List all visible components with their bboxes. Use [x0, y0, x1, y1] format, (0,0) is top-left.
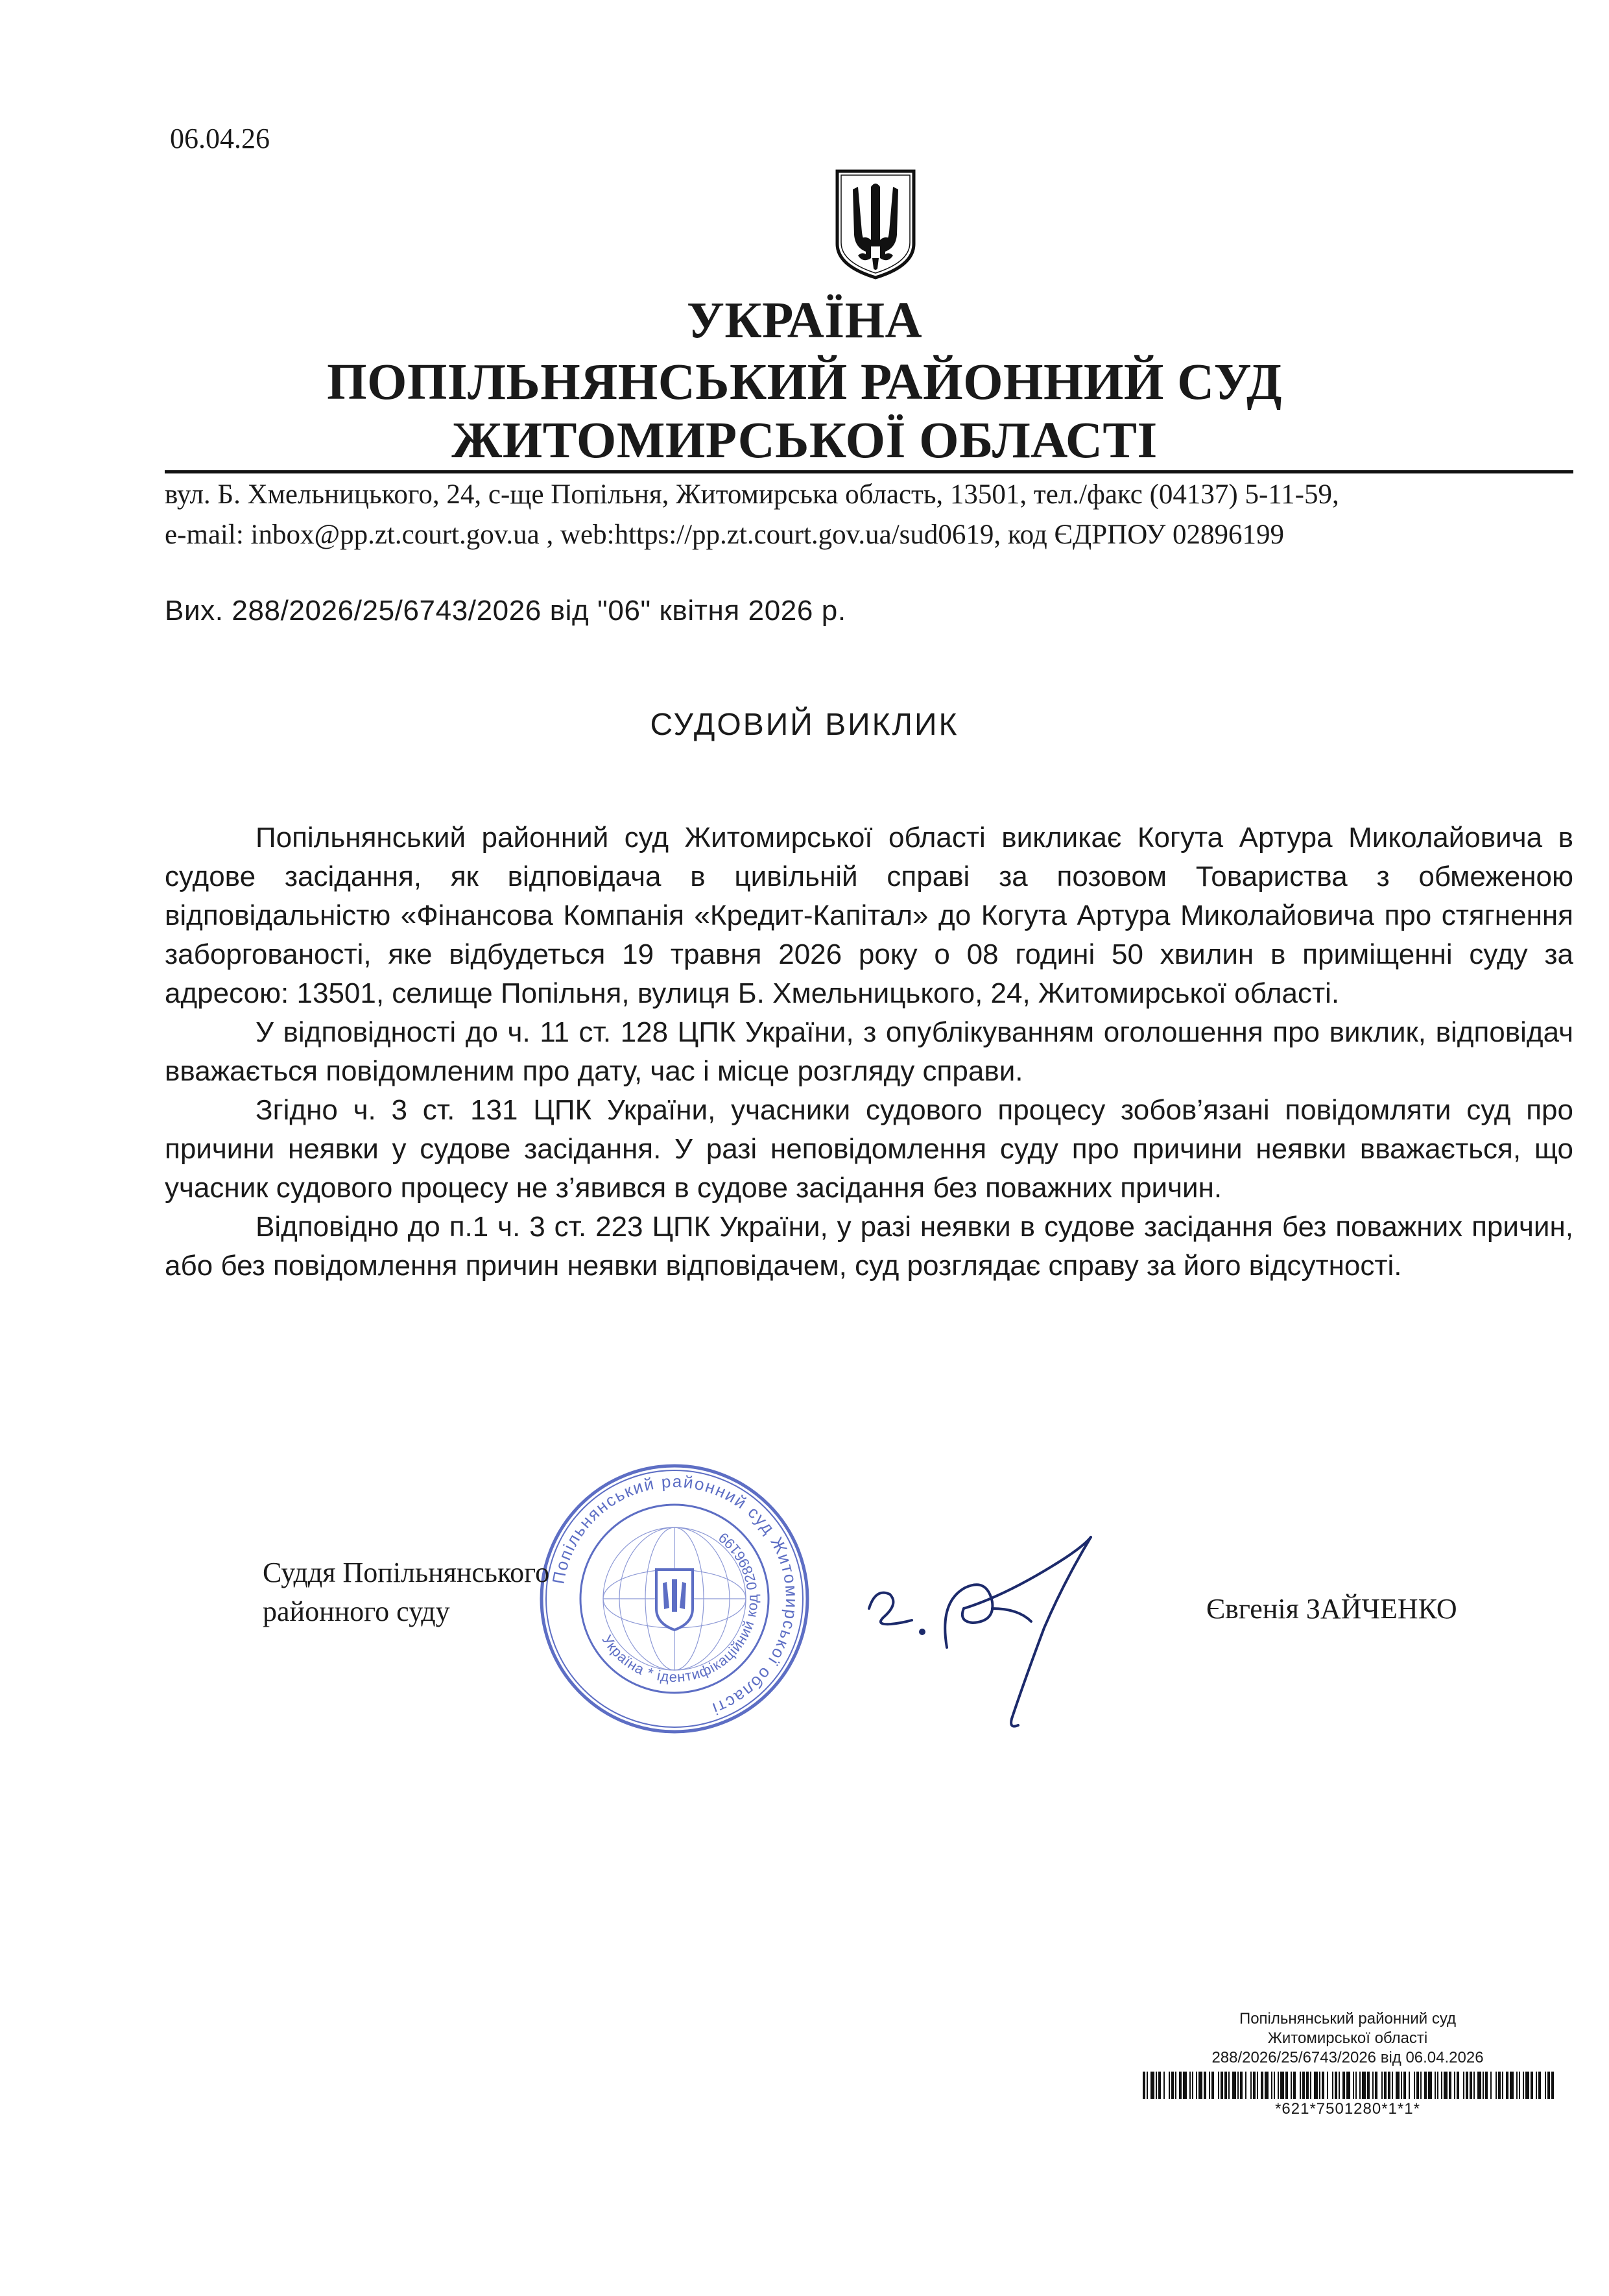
barcode-bar — [1396, 2072, 1400, 2099]
barcode-bar — [1169, 2072, 1170, 2099]
barcode-bar — [1209, 2072, 1210, 2099]
paragraph-summons: Попільнянський районний суд Житомирської області викликає Когута Артура Миколайовича в судове засідання, як відповідача в цивільній справі за позовом Товариства з обмеженою відповідальністю «Фінансова Компанія «Кредит-Капітал» до Когута Артура Миколайовича про стягнення заборгованості, яке відбудеться 19 травня 2026 року о 08 годині 50 хвилин в приміщенні суду за адресою: 13501, селище Попільня, вулиця Б. Хмельницького, 24, Житомирської області. — [165, 822, 1573, 1009]
barcode-bar — [1257, 2072, 1258, 2099]
barcode-bar — [1204, 2072, 1206, 2099]
barcode-bar — [1525, 2072, 1529, 2099]
barcode-bar — [1531, 2072, 1533, 2099]
barcode-bar — [1502, 2072, 1503, 2099]
barcode-bar — [1401, 2072, 1402, 2099]
signatory-name: Євгенія ЗАЙЧЕНКО — [1206, 1593, 1457, 1625]
barcode-bar — [1211, 2072, 1214, 2099]
barcode-bar — [1183, 2072, 1187, 2099]
barcode-bar — [1265, 2072, 1269, 2099]
barcode-bar — [1332, 2072, 1333, 2099]
barcode-bar — [1523, 2072, 1524, 2099]
barcode-bar — [1274, 2072, 1275, 2099]
barcode-bar — [1547, 2072, 1550, 2099]
barcode-bar — [1171, 2072, 1174, 2099]
barcode-bar — [1327, 2072, 1328, 2099]
barcode-bar — [1384, 2072, 1387, 2099]
barcode-bar — [1428, 2072, 1432, 2099]
barcode-bar — [1192, 2072, 1193, 2099]
registration-region: Житомирської області — [1267, 2029, 1428, 2047]
contact-address: вул. Б. Хмельницького, 24, с-ще Попільня, Житомирська область, 13501, тел./факс (04137) 5-11-59, — [165, 479, 1339, 510]
barcode-bar — [1483, 2072, 1484, 2099]
barcode-bar — [1538, 2072, 1541, 2099]
barcode-bar — [1444, 2072, 1448, 2099]
barcode-bar — [1253, 2072, 1256, 2099]
barcode-bar — [1147, 2072, 1148, 2099]
barcode-bar — [1346, 2072, 1350, 2099]
barcode-bar — [1516, 2072, 1518, 2099]
barcode-bar — [1485, 2072, 1488, 2099]
paragraph-notification: У відповідності до ч. 11 ст. 128 ЦПК України, з опублікуванням оголошення про виклик, відповідач вважається повідомленим про дату, час і місце розгляду справи. — [165, 1016, 1573, 1087]
barcode-bar — [1271, 2072, 1272, 2099]
registration-number: 288/2026/25/6743/2026 від 06.04.2026 — [1211, 2049, 1484, 2066]
registration-block — [1121, 2009, 1575, 2118]
barcode-bar — [1506, 2072, 1508, 2099]
barcode-bar — [1218, 2072, 1219, 2099]
court-stamp — [532, 1456, 817, 1741]
coat-of-arms-icon — [832, 167, 919, 281]
barcode-bar — [1496, 2072, 1497, 2099]
barcode-bar — [1449, 2072, 1451, 2099]
contact-email-web: e-mail: inbox@pp.zt.court.gov.ua , web:https://pp.zt.court.gov.ua/sud0619, код ЄДРПОУ 02896199 — [165, 520, 1285, 550]
barcode-bar — [1156, 2072, 1157, 2099]
barcode-bar — [1536, 2072, 1537, 2099]
document-title: СУДОВИЙ ВИКЛИК — [650, 708, 959, 742]
paragraph-consequence: Відповідно до п.1 ч. 3 ст. 223 ЦПК України, у разі неявки в судове засідання без поважних причин, або без повідомлення причин неявки відповідачем, суд розглядає справу за його відсутності. — [165, 1211, 1573, 1282]
barcode-bar — [1339, 2072, 1340, 2099]
barcode-bar — [1293, 2072, 1296, 2099]
header-divider — [165, 470, 1573, 473]
barcode-bar — [1409, 2072, 1410, 2099]
header-court-name: ПОПІЛЬНЯНСЬКИЙ РАЙОННИЙ СУД — [327, 354, 1282, 411]
barcode-bar — [1510, 2072, 1514, 2099]
signatory-role — [263, 1553, 549, 1631]
barcode-bar — [1143, 2072, 1145, 2099]
barcode-bar — [1300, 2072, 1301, 2099]
barcode-bar — [1416, 2072, 1419, 2099]
barcode-bar — [1237, 2072, 1239, 2099]
barcode-bar — [1150, 2072, 1154, 2099]
barcode-bar — [1353, 2072, 1354, 2099]
barcode-bar — [1392, 2072, 1393, 2099]
barcode-bar — [1441, 2072, 1442, 2099]
barcode-bar — [1545, 2072, 1546, 2099]
barcode-bar — [1477, 2072, 1481, 2099]
document-date: 06.04.26 — [170, 123, 270, 154]
barcode-bar — [1463, 2072, 1464, 2099]
barcode-bar — [1335, 2072, 1337, 2099]
barcode-bar — [1280, 2072, 1284, 2099]
barcode-bar — [1240, 2072, 1243, 2099]
barcode-bar — [1189, 2072, 1191, 2099]
barcode-bar — [1375, 2072, 1377, 2099]
handwritten-signature — [850, 1511, 1128, 1745]
barcode-bar — [1519, 2072, 1520, 2099]
barcode-bar — [1306, 2072, 1309, 2099]
paragraph-obligation: Згідно ч. 3 ст. 131 ЦПК України, учасники судового процесу зобов’язані повідомляти суд про причини неявки у судове засідання. У разі неповідомлення суду про причини неявки вважається, що учасник судового процесу не з’явився в судове засідання без поважних причин. — [165, 1094, 1573, 1204]
barcode-bar — [1310, 2072, 1311, 2099]
barcode-bar — [1414, 2072, 1415, 2099]
barcode-bar — [1420, 2072, 1422, 2099]
barcode-bar — [1224, 2072, 1227, 2099]
barcode-bar — [1359, 2072, 1361, 2099]
document-body — [165, 819, 1573, 1286]
barcode-bar — [1473, 2072, 1475, 2099]
barcode-bar — [1179, 2072, 1182, 2099]
barcode-text: *621*7501280*1*1* — [1275, 2100, 1420, 2118]
barcode-bar — [1285, 2072, 1288, 2099]
barcode-bar — [1261, 2072, 1263, 2099]
barcode-bar — [1196, 2072, 1197, 2099]
barcode-bar — [1302, 2072, 1305, 2099]
barcode-bar — [1470, 2072, 1472, 2099]
header-region: ЖИТОМИРСЬКОЇ ОБЛАСТІ — [451, 413, 1158, 469]
barcode-bar — [1435, 2072, 1436, 2099]
stamp-inner-text: Україна * ідентифікаційний код 02896199 — [599, 1529, 761, 1686]
barcode-bar — [1437, 2072, 1438, 2099]
barcode-bar — [1454, 2072, 1455, 2099]
barcode-bar — [1322, 2072, 1324, 2099]
barcode-bar — [1175, 2072, 1176, 2099]
registration-court: Попільнянський районний суд — [1239, 2010, 1457, 2027]
barcode-bar — [1221, 2072, 1223, 2099]
outgoing-reference: Вих. 288/2026/25/6743/2026 від "06" квітня 2026 р. — [165, 595, 846, 627]
barcode-bar — [1158, 2072, 1161, 2099]
barcode-bar — [1314, 2072, 1318, 2099]
barcode-bar — [1232, 2072, 1236, 2099]
barcode-bar — [1362, 2072, 1366, 2099]
barcode-bar — [1291, 2072, 1292, 2099]
barcode-bar — [1163, 2072, 1165, 2099]
barcode-bar — [1498, 2072, 1501, 2099]
barcode — [1140, 2072, 1555, 2099]
barcode-bar — [1278, 2072, 1279, 2099]
barcode-bar — [1490, 2072, 1492, 2099]
barcode-bar — [1381, 2072, 1383, 2099]
barcode-bar — [1372, 2072, 1374, 2099]
barcode-bar — [1355, 2072, 1357, 2099]
barcode-bar — [1250, 2072, 1252, 2099]
header-country: УКРАЇНА — [686, 293, 923, 349]
signatory-role-line1: Суддя Попільнянського — [263, 1557, 550, 1588]
barcode-bar — [1342, 2072, 1345, 2099]
barcode-bar — [1457, 2072, 1459, 2099]
barcode-bar — [1228, 2072, 1230, 2099]
barcode-bar — [1424, 2072, 1427, 2099]
barcode-bar — [1319, 2072, 1320, 2099]
stamp-outer-text: Попільнянський районний суд Житомирської області — [548, 1471, 802, 1719]
barcode-bar — [1245, 2072, 1246, 2099]
barcode-bar — [1403, 2072, 1406, 2099]
barcode-bar — [1466, 2072, 1468, 2099]
barcode-bar — [1551, 2072, 1554, 2099]
barcode-bar — [1198, 2072, 1202, 2099]
barcode-bar — [1367, 2072, 1370, 2099]
barcode-bar — [1388, 2072, 1390, 2099]
signatory-role-line2: районного суду — [263, 1596, 450, 1627]
